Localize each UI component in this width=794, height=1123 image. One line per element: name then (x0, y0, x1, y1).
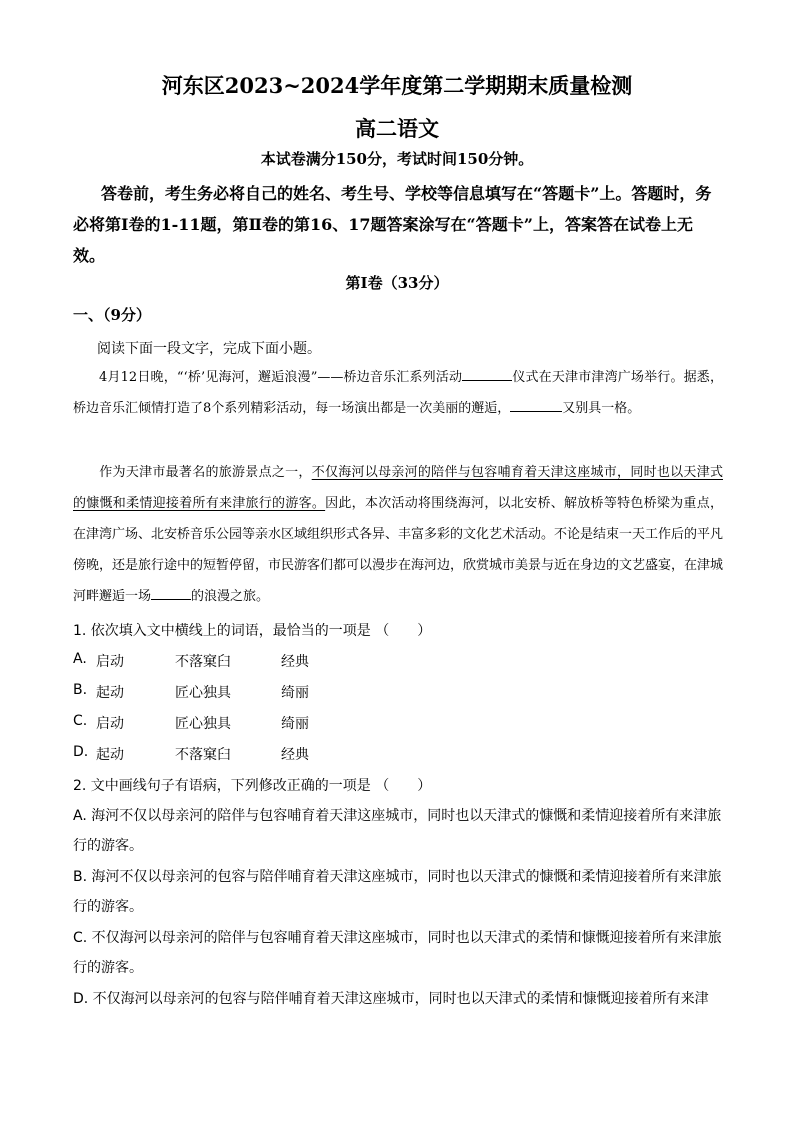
option-word-3: 经典 (281, 747, 309, 763)
option-letter: A. (73, 651, 87, 667)
passage-paragraph-1 (73, 362, 723, 424)
section-title: 第Ⅰ卷（33分） (345, 274, 449, 292)
option-word-3: 经典 (281, 654, 309, 670)
fill-blank-2 (510, 397, 562, 412)
option-word-1: 起动 (96, 747, 124, 763)
reading-instruction: 阅读下面一段文字，完成下面小题。 (97, 341, 321, 357)
option-letter: B. (73, 682, 88, 698)
underlined-sentence: 不仅海河以母亲河的陪伴与包容哺育着天津这座城市，同时也以天津式的慷慨和柔情迎接着所有来津旅行的游客。 (73, 465, 723, 511)
option-letter: C. (73, 713, 88, 729)
q2-option-d[interactable]: D. 不仅海河以母亲河的包容与陪伴哺育着天津这座城市，同时也以天津式的柔情和慷慨迎接着所有来津 (73, 991, 709, 1007)
passage-text: 又别具一格。 (562, 401, 641, 416)
exam-subject: 高二语文 (355, 116, 439, 141)
option-word-1: 起动 (96, 685, 124, 701)
notice-text: 答卷前，考生务必将自己的姓名、考生号、学校等信息填写在“答题卡”上。答题时，务必将第Ⅰ卷的1-11题，第Ⅱ卷的第16、17题答案涂写在“答题卡”上，答案答在试卷上无效。 (73, 184, 712, 265)
passage-text: 4月12日晚，“‘桥’见海河，邂逅浪漫”——桥边音乐汇系列活动 (99, 370, 463, 385)
q2-option-a[interactable]: A. 海河不仅以母亲河的陪伴与包容哺育着天津这座城市，同时也以天津式的慷慨和柔情迎接着所有来津旅行的游客。 (73, 808, 722, 854)
option-word-1: 启动 (96, 716, 124, 732)
option-word-2: 匠心独具 (175, 716, 231, 732)
option-letter: D. (73, 744, 89, 760)
part-heading: 一、（9分） (73, 306, 151, 324)
score-note: 本试卷满分150分，考试时间150分钟。 (260, 150, 534, 168)
option-word-2: 不落窠臼 (175, 654, 231, 670)
fill-blank-3 (151, 585, 191, 600)
option-word-3: 绮丽 (281, 685, 309, 701)
exam-title: 河东区2023~2024学年度第二学期期末质量检测 (161, 73, 633, 98)
option-word-2: 匠心独具 (175, 685, 231, 701)
option-word-1: 启动 (96, 654, 124, 670)
option-word-3: 绮丽 (281, 716, 309, 732)
question-2-stem: 2. 文中画线句子有语病，下列修改正确的一项是 （ ） (73, 778, 432, 794)
passage-text: 作为天津市最著名的旅游景点之一， (99, 465, 312, 480)
passage-text: 因此，本次活动将围绕海河，以北安桥、解放桥等特色桥梁为重点，在津湾广场、北安桥音乐公园等亲水区域组织形式各异、丰富多彩的文化艺术活动。不论是结束一天工作后的平凡傍晚，还是旅行途中的短暂停留，市民游客们都可以漫步在海河边，欣赏城市美景与近在身边的文艺盛宴，在津城河畔邂逅一场 (73, 496, 724, 604)
passage-text: 仪式在天津市津湾广场举行。据悉，桥边音乐汇倾情打造了8个系列精彩活动，每一场演出都是一次美丽的邂逅， (73, 370, 723, 416)
option-word-2: 不落窠臼 (175, 747, 231, 763)
q2-option-c[interactable]: C. 不仅海河以母亲河的陪伴与包容哺育着天津这座城市，同时也以天津式的柔情和慷慨迎接着所有来津旅行的游客。 (73, 930, 722, 976)
passage-text: 的浪漫之旅。 (191, 589, 270, 604)
q2-option-b[interactable]: B. 海河不仅以母亲河的包容与陪伴哺育着天津这座城市，同时也以天津式的慷慨和柔情迎接着所有来津旅行的游客。 (73, 869, 722, 915)
passage-paragraph-2 (73, 457, 723, 612)
exam-notice (73, 178, 723, 271)
question-1-stem: 1. 依次填入文中横线上的词语，最恰当的一项是 （ ） (73, 623, 432, 639)
fill-blank-1 (462, 366, 512, 381)
